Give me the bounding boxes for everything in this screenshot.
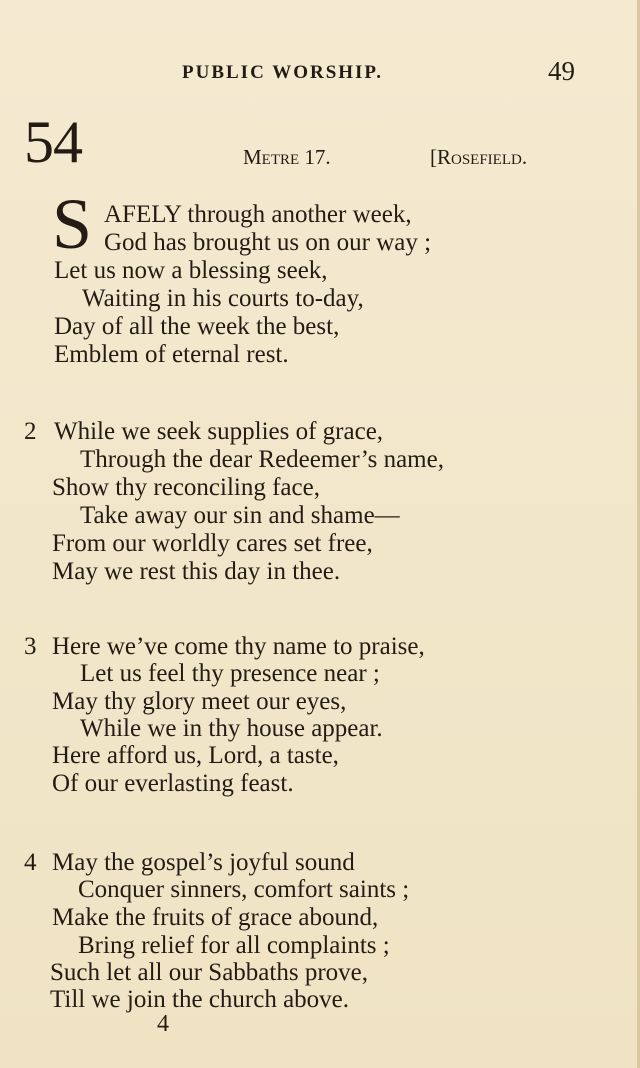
hymn-number: 54 [24,109,82,175]
verse-line: Conquer sinners, comfort saints ; [78,876,410,903]
verse-line: AFELY through another week, [104,201,412,228]
verse-line: God has brought us on our way ; [104,229,432,256]
hymn-tune: [Rosefield. [430,145,528,169]
verse-line: Of our everlasting feast. [52,770,294,797]
signature-mark: 4 [157,1011,169,1037]
verse-line: May we rest this day in thee. [52,558,341,585]
verse-line: Let us now a blessing seek, [54,257,328,284]
verse-line: Here afford us, Lord, a taste, [52,742,339,769]
stanza-number: 2 [24,418,37,445]
verse-line: While we in thy house appear. [80,715,383,742]
verse-line: Make the fruits of grace abound, [52,904,379,931]
running-title: PUBLIC WORSHIP. [182,62,384,83]
drop-cap: S [52,184,93,264]
verse-line: Till we join the church above. [50,986,350,1013]
page-number: 49 [548,56,575,86]
verse-line: Emblem of eternal rest. [54,341,289,368]
verse-line: Here we’ve come thy name to praise, [52,633,425,660]
hymn-metre: Metre 17. [243,145,331,169]
verse-line: May the gospel’s joyful sound [52,849,355,876]
stanza-number: 4 [24,849,37,876]
verse-line: May thy glory meet our eyes, [52,688,347,715]
verse-line: Show thy reconciling face, [52,474,320,501]
verse-line: Day of all the week the best, [54,313,340,340]
verse-line: While we seek supplies of grace, [54,418,384,445]
verse-line: Such let all our Sabbaths prove, [50,959,368,986]
verse-line: Take away our sin and shame— [80,502,400,529]
verse-line: Waiting in his courts to-day, [82,285,364,312]
verse-line: Let us feel thy presence near ; [80,660,380,687]
verse-line: Through the dear Redeemer’s name, [80,446,444,473]
verse-line: From our worldly cares set free, [52,530,373,557]
verse-line: Bring relief for all complaints ; [78,932,390,959]
stanza-number: 3 [24,633,37,660]
